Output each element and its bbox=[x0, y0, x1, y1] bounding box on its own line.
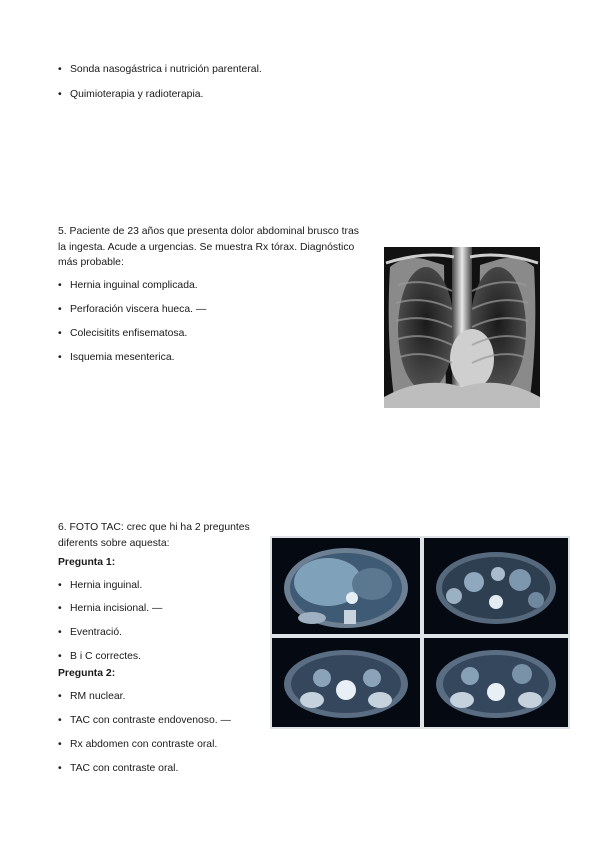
chest-xray-image bbox=[384, 247, 540, 408]
bullet-icon: • bbox=[58, 64, 62, 75]
list-item: • Hernia incisional. — bbox=[58, 603, 163, 614]
list-item: • Isquemia mesenterica. bbox=[58, 352, 175, 363]
bullet-icon: • bbox=[58, 739, 62, 750]
ct-slice-upper-right bbox=[424, 538, 568, 634]
ct-slice-lower-right bbox=[424, 638, 568, 727]
list-item: • Eventració. bbox=[58, 627, 122, 638]
ct-scan-image bbox=[270, 536, 570, 729]
list-item: • TAC con contraste endovenoso. — bbox=[58, 715, 231, 726]
list-item: • Quimioterapia y radioterapia. bbox=[58, 89, 204, 100]
bullet-icon: • bbox=[58, 89, 62, 100]
list-item: • Perforación viscera hueca. — bbox=[58, 304, 207, 315]
ct-slice-lower-left bbox=[272, 638, 420, 727]
bullet-icon: • bbox=[58, 763, 62, 774]
bullet-icon: • bbox=[58, 651, 62, 662]
list-item: • Hernia inguinal complicada. bbox=[58, 280, 198, 291]
bullet-icon: • bbox=[58, 352, 62, 363]
list-item: • Rx abdomen con contraste oral. bbox=[58, 739, 218, 750]
bullet-icon: • bbox=[58, 328, 62, 339]
bullet-icon: • bbox=[58, 627, 62, 638]
list-item: • Colecisitits enfisematosa. bbox=[58, 328, 188, 339]
list-item: • Hernia inguinal. bbox=[58, 580, 143, 591]
bullet-icon: • bbox=[58, 304, 62, 315]
bullet-icon: • bbox=[58, 280, 62, 291]
list-item: • RM nuclear. bbox=[58, 691, 126, 702]
question-6-stem: 6. FOTO TAC: crec que hi ha 2 preguntes diferents sobre aquesta: bbox=[58, 522, 250, 549]
list-item: • TAC con contraste oral. bbox=[58, 763, 179, 774]
question-5-stem: 5. Paciente de 23 años que presenta dolor abdominal brusco tras la ingesta. Acude a urgencias. Se muestra Rx tórax. Diagnóstico más probable: bbox=[58, 226, 359, 268]
pregunta-2-heading: Pregunta 2: bbox=[58, 668, 116, 679]
pregunta-1-heading: Pregunta 1: bbox=[58, 557, 116, 568]
bullet-icon: • bbox=[58, 580, 62, 591]
bullet-icon: • bbox=[58, 691, 62, 702]
bullet-icon: • bbox=[58, 715, 62, 726]
list-item: • Sonda nasogástrica i nutrición parenteral. bbox=[58, 64, 262, 75]
bullet-icon: • bbox=[58, 603, 62, 614]
list-item: • B i C correctes. bbox=[58, 651, 142, 662]
ct-slice-upper-left bbox=[272, 538, 420, 634]
